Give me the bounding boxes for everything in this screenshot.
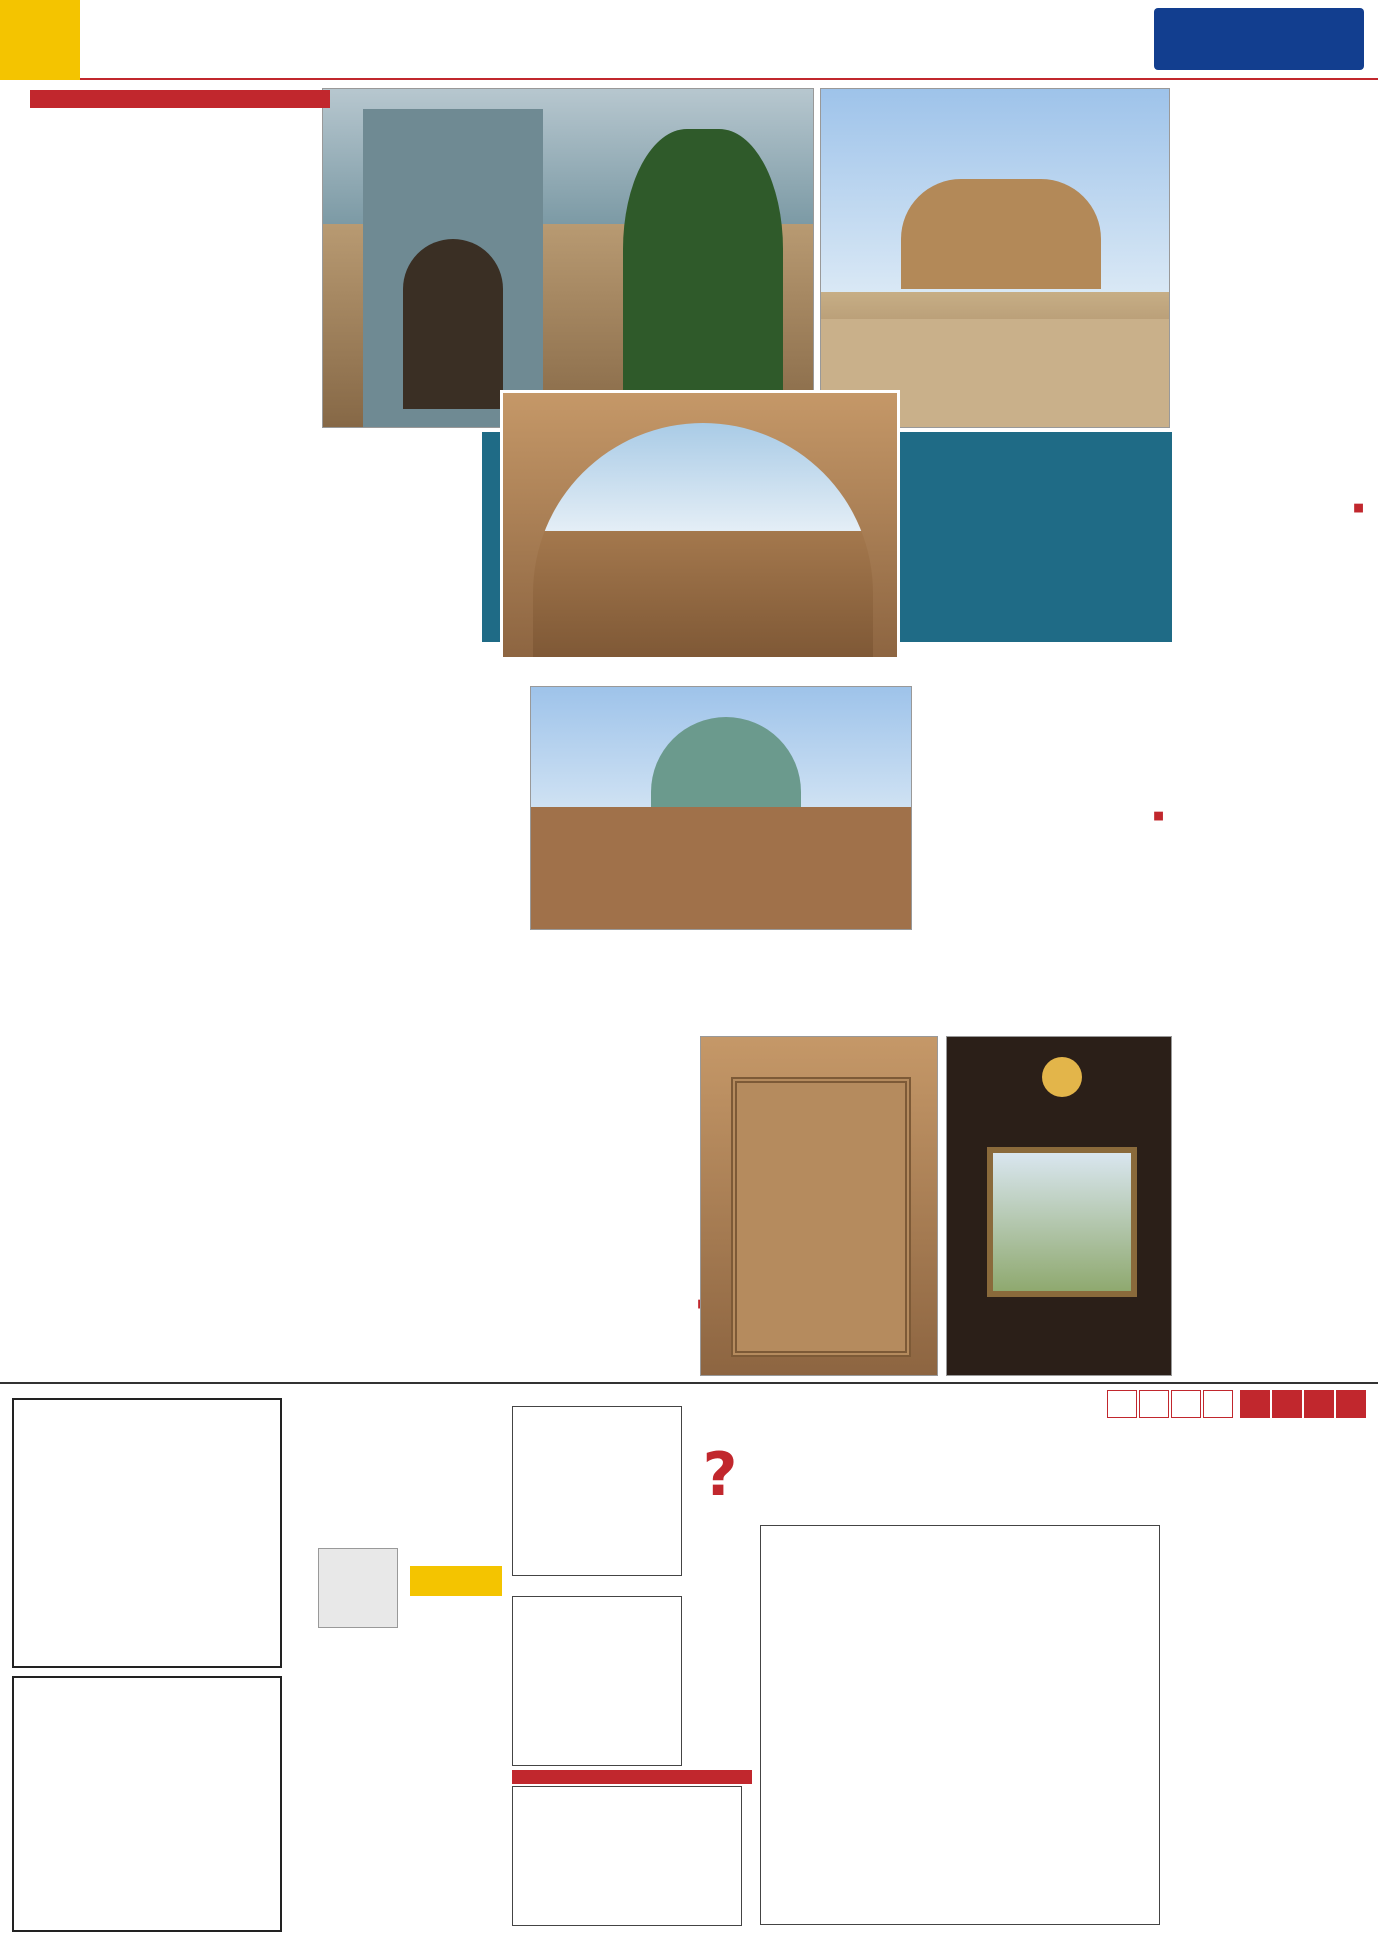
feature-col4 xyxy=(522,932,708,1282)
sudoku-hard-answer-grid xyxy=(512,1596,682,1766)
sudoku-rules xyxy=(290,1464,500,1544)
designer-credit xyxy=(744,1800,756,1920)
answer-label xyxy=(512,1770,752,1784)
answer-easy-label xyxy=(512,1390,752,1404)
crossword-column-numbers xyxy=(760,1510,1160,1524)
arched-courtyard-photo xyxy=(500,390,900,660)
sudoku-number xyxy=(410,1566,502,1596)
feature-col6 xyxy=(346,1064,516,1376)
crossword-row-numbers xyxy=(1162,1525,1174,1925)
feature-col3b xyxy=(716,932,996,1004)
feature-col1c xyxy=(1164,1064,1364,1374)
answer-hard-label xyxy=(512,1580,752,1594)
sudoku-about xyxy=(290,1734,500,1834)
feature-col5 xyxy=(346,440,490,1060)
sudoku-easy-answer-grid xyxy=(512,1406,682,1576)
sudoku-cube-icon xyxy=(318,1548,398,1628)
sudoku-easy-grid[interactable] xyxy=(12,1398,282,1668)
oped-footer xyxy=(30,1352,330,1372)
crossword-grid[interactable] xyxy=(760,1525,1160,1925)
oped-body xyxy=(30,196,330,1346)
feature-col1b xyxy=(1164,520,1364,1060)
page-number xyxy=(0,0,80,80)
feature-col1 xyxy=(1164,88,1364,483)
crossword-clues-top xyxy=(760,1400,1170,1510)
number-digit xyxy=(1203,1390,1233,1418)
dome-photo xyxy=(530,686,912,930)
chandelier-window-photo xyxy=(946,1036,1172,1376)
feature-subhead1 xyxy=(1164,500,1364,518)
feature-col4b xyxy=(522,1316,708,1376)
feature-subhead4 xyxy=(522,1296,708,1314)
title-letter xyxy=(1304,1390,1334,1418)
tiled-iwan-photo xyxy=(322,88,814,428)
masthead xyxy=(0,0,1378,80)
newspaper-logo xyxy=(1154,8,1364,70)
crossword-clues-right xyxy=(1178,1428,1368,1928)
crossword-answer-grid xyxy=(512,1786,742,1926)
mausoleum-courtyard-photo xyxy=(820,88,1170,428)
feature-subhead2 xyxy=(1002,808,1164,826)
sudoku-hard-grid[interactable] xyxy=(12,1676,282,1932)
title-letter xyxy=(1336,1390,1366,1418)
title-letter xyxy=(1272,1390,1302,1418)
question-mark-icon: ? xyxy=(702,1440,738,1510)
oped-tag xyxy=(30,90,330,108)
number-digit xyxy=(1171,1390,1201,1418)
feature-col2b xyxy=(1002,828,1164,1028)
stucco-mihrab-photo xyxy=(700,1036,938,1376)
feature-col3 xyxy=(922,660,998,960)
title-letter xyxy=(1240,1390,1270,1418)
